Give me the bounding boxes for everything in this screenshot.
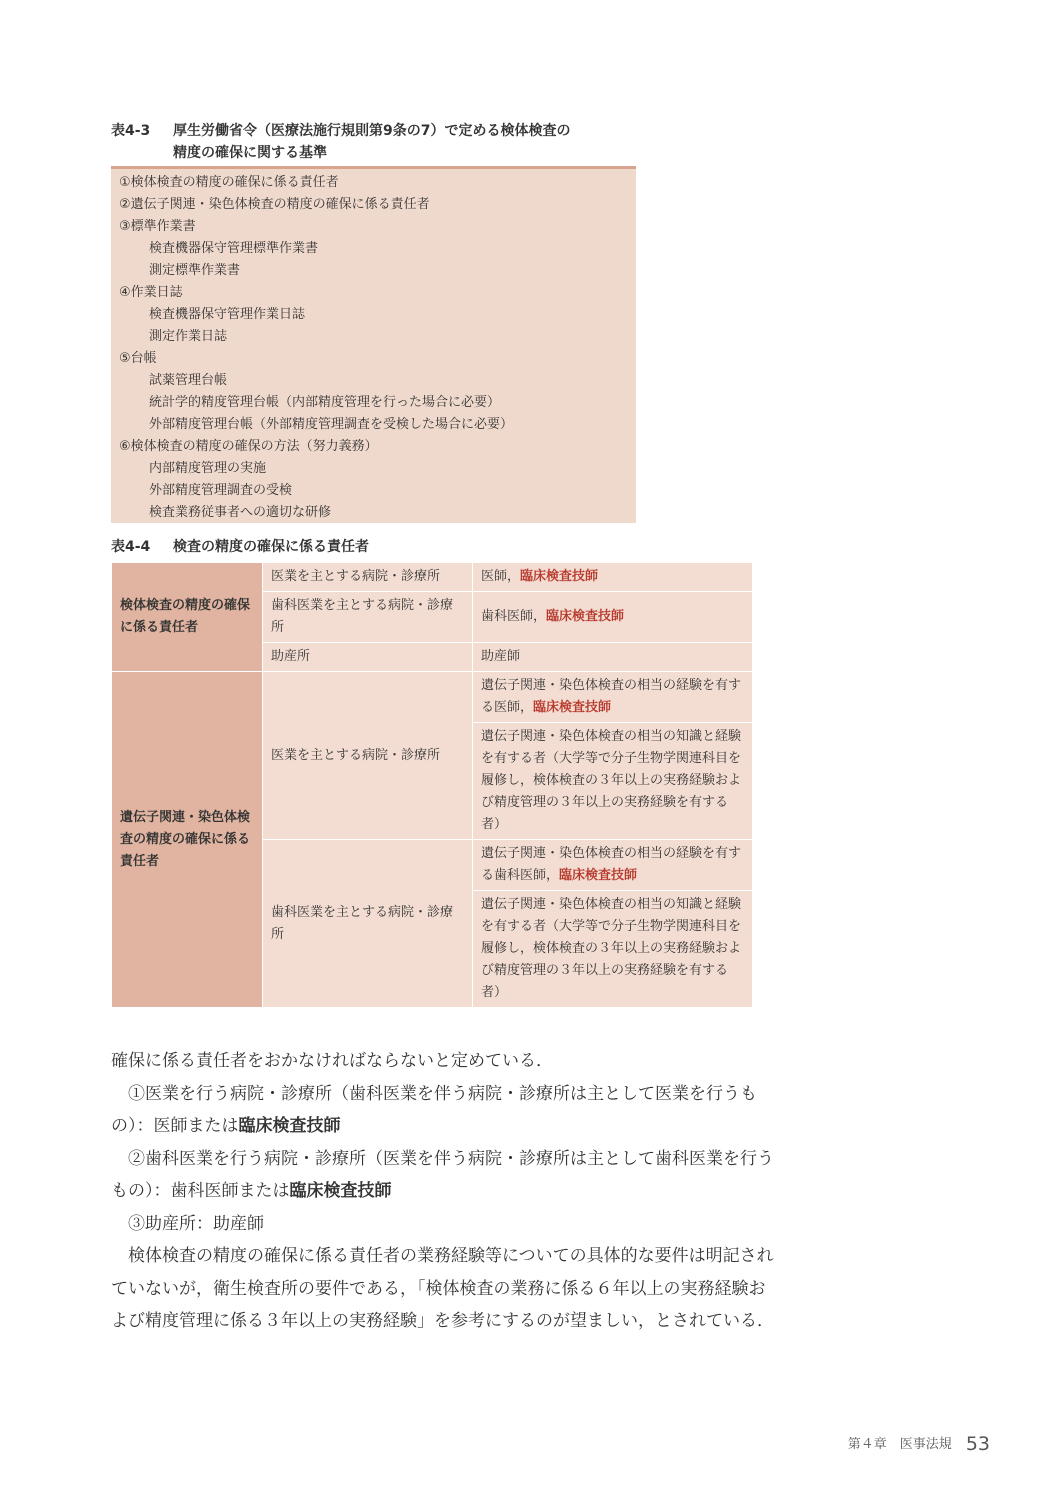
list-subitem: 検査機器保守管理標準作業書 [149, 241, 319, 256]
facility-cell: 歯科医業を主とする病院・診療所 [263, 840, 473, 1008]
body-paragraph: 検体検査の精度の確保に係る責任者の業務経験等についての具体的な要件は明記されていないが，衛生検査所の要件である，「検体検査の業務に係る６年以上の実務経験および精度管理に係る３年以上の実務経験」を参考にするのが望ましい，とされている． [111, 1246, 774, 1331]
body-text-span: ②歯科医業を行う病院・診療所（医業を伴う病院・診療所は主として歯科医業を行うもの）：歯科医師または [111, 1148, 774, 1201]
list-subitem: 内部精度管理の実施 [149, 461, 267, 476]
list-subitem: 試薬管理台帳 [149, 373, 228, 388]
body-paragraph: 確保に係る責任者をおかなければならないと定めている． [111, 1051, 553, 1071]
body-paragraph: ③助産所：助産師 [128, 1213, 264, 1234]
list-subitem: 測定標準作業書 [149, 263, 241, 278]
table-4-4-caption [111, 537, 369, 557]
table-4-4 [111, 562, 753, 1008]
person-cell [473, 672, 753, 723]
person-text: 遺伝子関連・染色体検査の相当の経験を有する医師， [481, 678, 742, 715]
person-cell: 遺伝子関連・染色体検査の相当の知識と経験を有する者（大学等で分子生物学関連科目を履修し，検体検査の３年以上の実務経験および精度管理の３年以上の実務経験を有する者） [473, 891, 753, 1008]
list-subitem: 外部精度管理調査の受検 [149, 483, 293, 498]
list-subitem: 外部精度管理台帳（外部精度管理調査を受検した場合に必要） [149, 417, 514, 432]
list-item: ④作業日誌 [119, 285, 183, 300]
person-cell [473, 643, 753, 672]
facility-cell: 助産所 [263, 643, 473, 672]
person-cell [473, 840, 753, 891]
table-4-3-title-line1: 厚生労働省令（医療法施行規則第9条の7）で定める検体検査の [173, 123, 571, 139]
facility-cell: 医業を主とする病院・診療所 [263, 563, 473, 592]
list-subitem: 検査機器保守管理作業日誌 [149, 307, 306, 322]
chapter-label: 第４章 医事法規 [847, 1437, 952, 1452]
facility-cell: 医業を主とする病院・診療所 [263, 672, 473, 840]
person-cell [473, 592, 753, 643]
list-subitem: 測定作業日誌 [149, 329, 228, 344]
facility-cell: 歯科医業を主とする病院・診療所 [263, 592, 473, 643]
body-text [111, 1045, 776, 1338]
list-item: ②遺伝子関連・染色体検査の精度の確保に係る責任者 [119, 197, 430, 212]
body-paragraph [111, 1143, 776, 1208]
table-4-4-title: 検査の精度の確保に係る責任者 [173, 539, 369, 555]
table-row [112, 672, 753, 723]
list-subitem: 検査業務従事者への適切な研修 [149, 505, 332, 520]
person-text: 遺伝子関連・染色体検査の相当の経験を有する歯科医師， [481, 846, 742, 883]
page-number: 53 [965, 1433, 990, 1455]
table-4-3-box [111, 166, 636, 523]
highlight-text: 臨床検査技師 [533, 700, 612, 715]
person-cell: 遺伝子関連・染色体検査の相当の知識と経験を有する者（大学等で分子生物学関連科目を履修し，検体検査の３年以上の実務経験および精度管理の３年以上の実務経験を有する者） [473, 723, 753, 840]
table-4-3-title-line2: 精度の確保に関する基準 [173, 145, 327, 161]
list-item: ①検体検査の精度の確保に係る責任者 [119, 175, 339, 190]
person-cell [473, 563, 753, 592]
body-bold-term: 臨床検査技師 [238, 1116, 341, 1136]
list-item: ⑤台帳 [119, 351, 157, 366]
list-item: ③標準作業書 [119, 219, 196, 234]
table-4-4-number: 表4-4 [111, 539, 151, 555]
row-header-genetic-test: 遺伝子関連・染色体検査の精度の確保に係る責任者 [112, 672, 263, 1008]
list-subitem: 統計学的精度管理台帳（内部精度管理を行った場合に必要） [149, 395, 501, 410]
body-text-span: ①医業を行う病院・診療所（歯科医業を伴う病院・診療所は主として医業を行うもの）：医師または [111, 1083, 757, 1136]
person-text: 医師， [481, 569, 521, 584]
body-bold-term: 臨床検査技師 [289, 1181, 392, 1201]
body-paragraph [111, 1078, 776, 1143]
page-footer [848, 1433, 990, 1455]
table-4-3-number: 表4-3 [111, 123, 151, 139]
person-text: 歯科医師， [481, 609, 547, 624]
highlight-text: 臨床検査技師 [520, 569, 599, 584]
table-4-3-caption [111, 120, 641, 164]
list-item: ⑥検体検査の精度の確保の方法（努力義務） [119, 439, 378, 454]
highlight-text: 臨床検査技師 [546, 609, 625, 624]
table-row [112, 563, 753, 592]
person-text: 助産師 [481, 649, 521, 664]
row-header-sample-test: 検体検査の精度の確保に係る責任者 [112, 563, 263, 672]
highlight-text: 臨床検査技師 [559, 868, 638, 883]
